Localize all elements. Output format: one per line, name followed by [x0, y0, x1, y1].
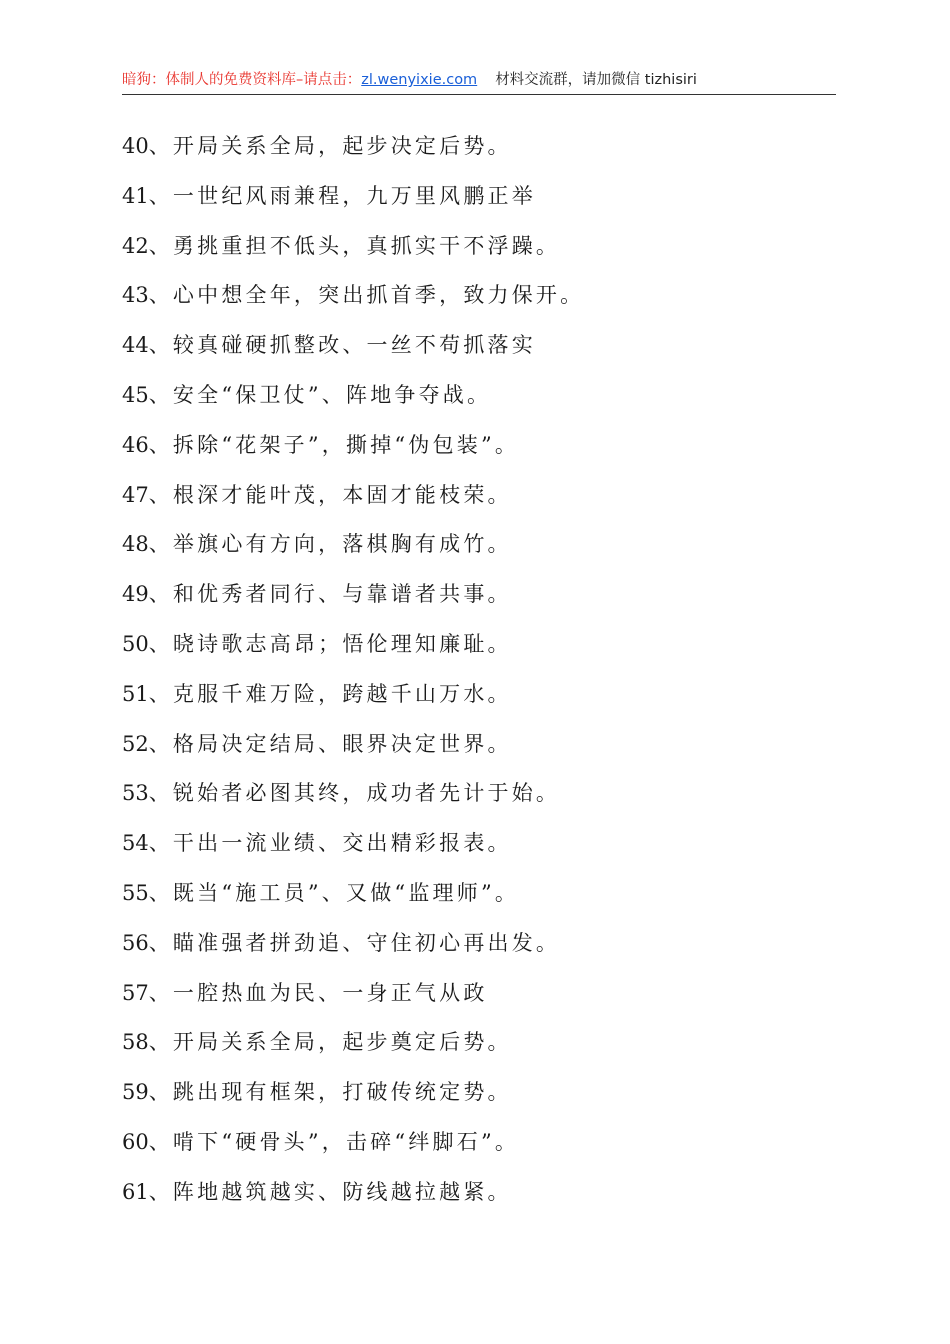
list-item: 50、晓诗歌志高昂；悟伦理知廉耻。 — [122, 631, 512, 656]
list-item: 45、安全“保卫仗”、阵地争夺战。 — [122, 382, 492, 407]
list-item: 54、干出一流业绩、交出精彩报表。 — [122, 831, 512, 856]
list-item: 58、开局关系全局，起步奠定后势。 — [122, 1030, 512, 1055]
list-item: 53、锐始者必图其终，成功者先计于始。 — [122, 781, 561, 806]
list-item: 61、阵地越筑越实、防线越拉越紧。 — [122, 1179, 512, 1204]
list-item: 57、一腔热血为民、一身正气从政 — [122, 980, 488, 1005]
list-item: 55、既当“施工员”、又做“监理师”。 — [122, 880, 520, 905]
list-item: 60、啃下“硬骨头”，击碎“绊脚石”。 — [122, 1129, 520, 1154]
list-item: 42、勇挑重担不低头，真抓实干不浮躁。 — [122, 233, 561, 258]
list-item: 49、和优秀者同行、与靠谱者共事。 — [122, 582, 512, 607]
page-header — [122, 68, 836, 95]
header-link[interactable]: zl.wenyixie.com — [361, 72, 478, 88]
list-item: 56、瞄准强者拼劲追、守住初心再出发。 — [122, 930, 561, 955]
header-brand: 暗狗：体制人的免费资料库 — [122, 72, 296, 88]
list-item: 52、格局决定结局、眼界决定世界。 — [122, 731, 512, 756]
list-item: 43、心中想全年，突出抓首季，致力保开。 — [122, 283, 585, 308]
header-contact: 材料交流群，请加微信 tizhisiri — [495, 72, 697, 88]
list-item: 47、根深才能叶茂，本固才能枝荣。 — [122, 482, 512, 507]
list-item: 48、举旗心有方向，落棋胸有成竹。 — [122, 532, 512, 557]
list-item: 44、较真碰硬抓整改、一丝不苟抓落实 — [122, 333, 536, 358]
list-item: 41、一世纪风雨兼程，九万里风鹏正举 — [122, 183, 536, 208]
slogan-list — [122, 126, 842, 1222]
list-item: 46、拆除“花架子”，撕掉“伪包装”。 — [122, 432, 520, 457]
list-item: 40、开局关系全局，起步决定后势。 — [122, 134, 512, 158]
list-item: 51、克服千难万险，跨越千山万水。 — [122, 681, 512, 706]
header-click-prompt: –请点击： — [296, 72, 362, 88]
list-item: 59、跳出现有框架，打破传统定势。 — [122, 1080, 512, 1105]
